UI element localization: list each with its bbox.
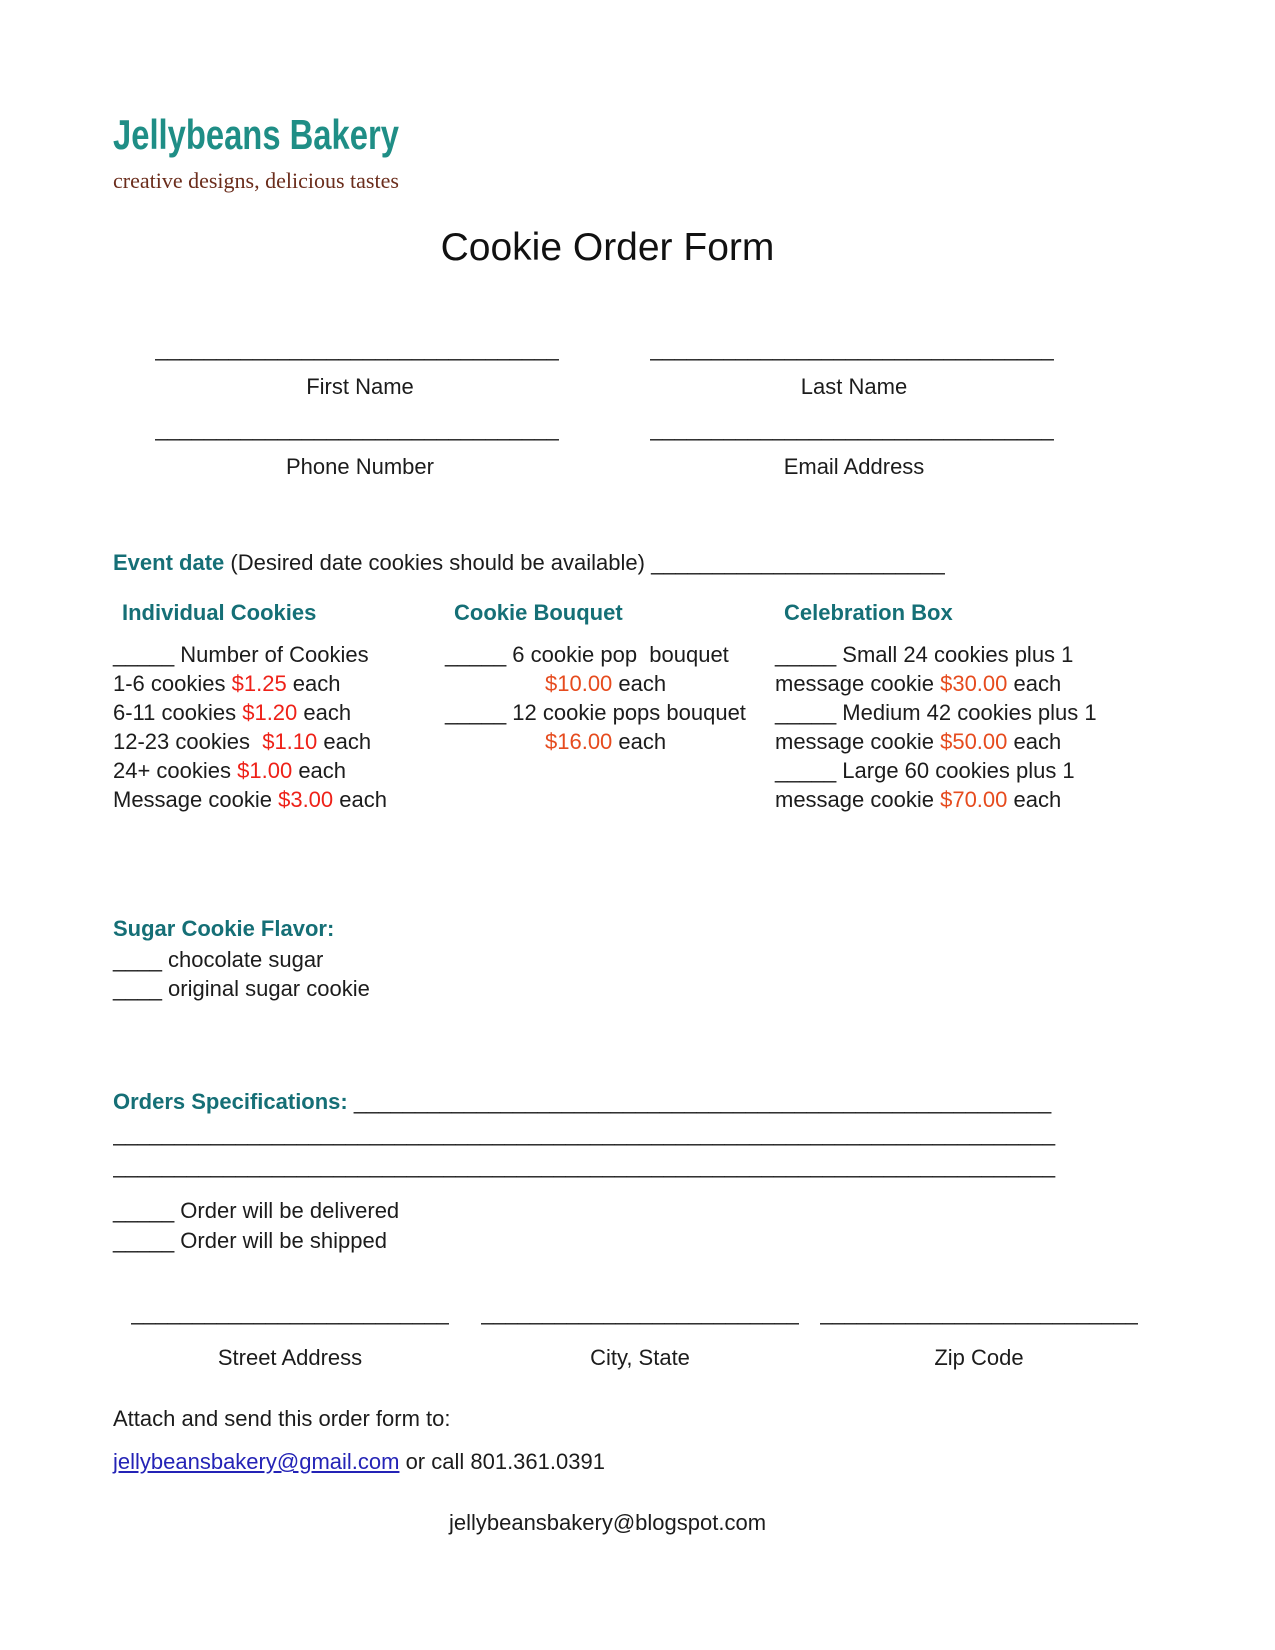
last-name-label: Last Name (800, 374, 908, 399)
bakery-logo-name: Jellybeans Bakery (113, 111, 399, 158)
fill-in-blank-line: _________________________________ (650, 336, 1054, 361)
flavor-option-chocolate: ____ chocolate sugar (113, 947, 324, 972)
price-value: $1.10 (262, 729, 318, 754)
contact-line (113, 1447, 605, 1476)
fill-in-blank-line: __________________________ (820, 1300, 1138, 1325)
email-link[interactable]: jellybeansbakery@gmail.com (113, 1449, 400, 1474)
individual-row-count: _____ Number of Cookies (113, 642, 369, 667)
phone-contact-text: or call 801.361.0391 (399, 1449, 605, 1474)
event-date-hint: (Desired date cookies should be available) (224, 550, 652, 575)
price-value: $50.00 (940, 729, 1008, 754)
celebration-price-row: message cookie $30.00 each (775, 671, 1062, 696)
email-address-label: Email Address (783, 454, 925, 479)
celebration-option-row: _____ Small 24 cookies plus 1 (775, 642, 1074, 667)
delivery-option-delivered: _____ Order will be delivered (113, 1198, 400, 1223)
flavor-option-original: ____ original sugar cookie (113, 976, 370, 1001)
fill-in-blank-line: _________________________________________________________ (353, 1089, 1052, 1114)
bakery-logo (113, 110, 480, 194)
last-name-field (650, 336, 1058, 400)
event-date-blank-line: ________________________ (651, 550, 945, 575)
individual-price-row: Message cookie $3.00 each (113, 787, 387, 812)
bouquet-option-row: _____ 12 cookie pops bouquet (445, 700, 746, 725)
price-value: $30.00 (940, 671, 1008, 696)
celebration-option-row: _____ Large 60 cookies plus 1 (775, 758, 1075, 783)
delivery-option-shipped: _____ Order will be shipped (113, 1228, 387, 1253)
pricing-columns (113, 598, 1162, 814)
sugar-cookie-flavor-header: Sugar Cookie Flavor: (113, 916, 335, 941)
sugar-cookie-flavor-section (113, 914, 370, 1003)
celebration-price-row: message cookie $70.00 each (775, 787, 1062, 812)
celebration-box-header: Celebration Box (784, 600, 953, 625)
fill-in-blank-line: _____________________________________________________________________________ (113, 1153, 1056, 1178)
page-title: Cookie Order Form (440, 226, 775, 269)
city-state-field (481, 1300, 799, 1371)
bouquet-option-row: _____ 6 cookie pop bouquet (445, 642, 729, 667)
individual-price-row: 1-6 cookies $1.25 each (113, 671, 341, 696)
fill-in-blank-line: _________________________________ (650, 416, 1054, 441)
phone-number-field (155, 416, 565, 480)
celebration-box-section (775, 598, 1162, 814)
city-state-label: City, State (590, 1345, 690, 1370)
individual-cookies-section (113, 598, 445, 814)
email-address-field (650, 416, 1058, 480)
delivery-options-section (113, 1196, 399, 1256)
cookie-bouquet-section (445, 598, 775, 814)
celebration-option-row: _____ Medium 42 cookies plus 1 (775, 700, 1097, 725)
blogspot-url: jellybeansbakery@blogspot.com (448, 1510, 767, 1535)
individual-price-row: 24+ cookies $1.00 each (113, 758, 347, 783)
street-address-field (131, 1300, 449, 1371)
individual-price-row: 6-11 cookies $1.20 each (113, 700, 352, 725)
orders-specifications-colon: : (340, 1089, 354, 1114)
zip-code-field (820, 1300, 1138, 1371)
fill-in-blank-line: __________________________ (131, 1300, 449, 1325)
bouquet-price-row: $16.00 each (545, 729, 667, 754)
orders-specifications-row (113, 1086, 1143, 1118)
zip-code-label: Zip Code (934, 1345, 1024, 1370)
fill-in-blank-line: _____________________________________________________________________________ (113, 1121, 1056, 1146)
attach-instruction: Attach and send this order form to: (113, 1406, 451, 1431)
price-value: $1.20 (242, 700, 298, 725)
cookie-bouquet-header: Cookie Bouquet (454, 600, 623, 625)
fill-in-blank-line: _________________________________ (155, 336, 559, 361)
price-value: $70.00 (940, 787, 1008, 812)
orders-specifications-section (113, 1086, 1143, 1182)
price-value: $16.00 (545, 729, 613, 754)
celebration-price-row: message cookie $50.00 each (775, 729, 1062, 754)
event-date-label: Event date (113, 550, 225, 575)
bouquet-price-row: $10.00 each (545, 671, 667, 696)
fill-in-blank-line: _________________________________ (155, 416, 559, 441)
phone-number-label: Phone Number (286, 454, 434, 479)
individual-price-row: 12-23 cookies $1.10 each (113, 729, 372, 754)
first-name-label: First Name (306, 374, 414, 399)
footer-contact (113, 1404, 605, 1476)
bakery-logo-tagline: creative designs, delicious tastes (113, 168, 399, 193)
orders-specifications-label: Orders Specifications (113, 1089, 341, 1114)
first-name-field (155, 336, 565, 400)
price-value: $10.00 (545, 671, 613, 696)
individual-cookies-header: Individual Cookies (122, 600, 317, 625)
price-value: $1.00 (237, 758, 293, 783)
price-value: $3.00 (278, 787, 334, 812)
fill-in-blank-line: __________________________ (481, 1300, 799, 1325)
price-value: $1.25 (231, 671, 287, 696)
event-date-row (113, 550, 1163, 576)
street-address-label: Street Address (217, 1345, 363, 1370)
